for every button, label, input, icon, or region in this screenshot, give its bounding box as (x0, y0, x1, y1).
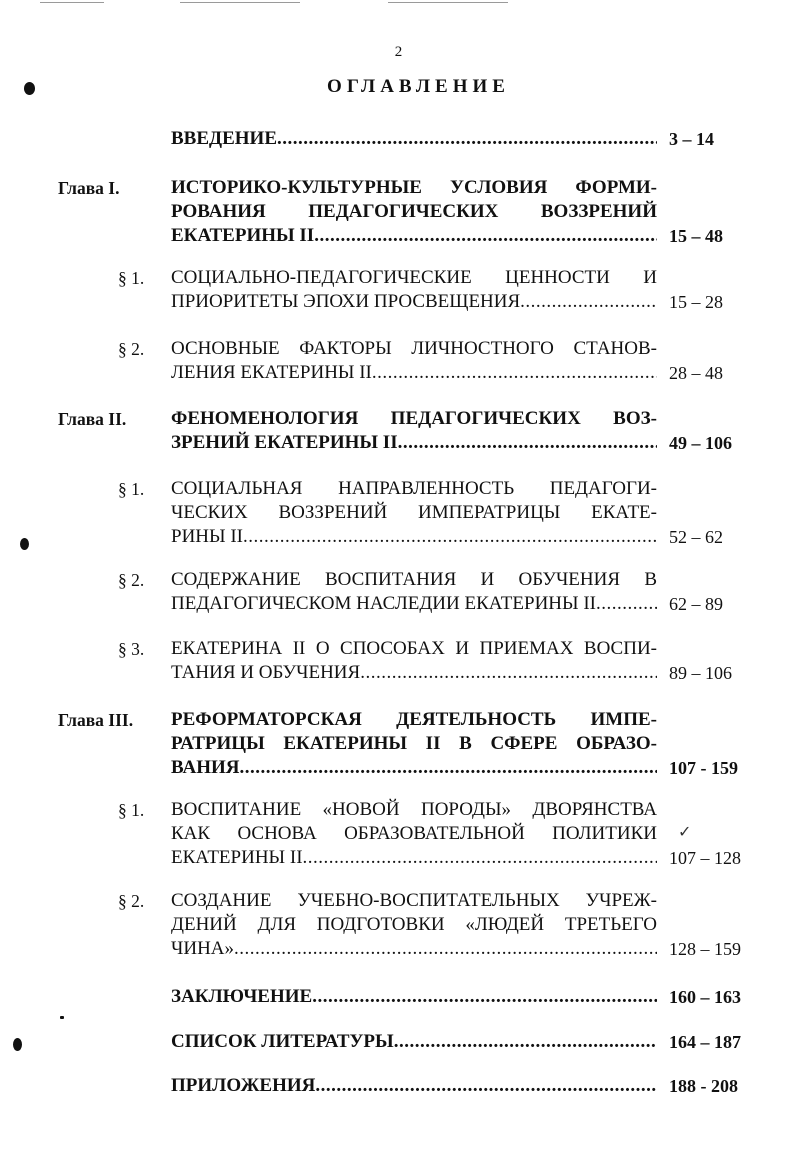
toc-entry-line: ЗАКЛЮЧЕНИЕ ..... (171, 985, 657, 1009)
toc-entry-line: ВВЕДЕНИЕ ..... (171, 127, 657, 151)
toc-entry-line: СОДЕРЖАНИЕ ВОСПИТАНИЯ И ОБУЧЕНИЯ В (171, 569, 657, 590)
toc-entry-line: РИНЫ II ..... (171, 525, 657, 549)
toc-entry-title (171, 266, 657, 314)
toc-entry-line: ПРИОРИТЕТЫ ЭПОХИ ПРОСВЕЩЕНИЯ ..... (171, 290, 657, 314)
toc-entry-title (171, 985, 657, 1009)
scan-artifact-dot (13, 1038, 22, 1051)
toc-entry-line: РОВАНИЯ ПЕДАГОГИЧЕСКИХ ВОЗЗРЕНИЙ (171, 201, 657, 222)
toc-entry-line: ТАНИЯ И ОБУЧЕНИЯ ..... (171, 661, 657, 685)
toc-entry-line: ЕКАТЕРИНЫ II ..... (171, 846, 657, 870)
toc-entry-title (171, 637, 657, 685)
toc-entry-title (171, 407, 657, 455)
chapter-label: Глава II. (58, 409, 127, 429)
scan-artifact-line (388, 2, 508, 3)
page-number: 2 (394, 44, 403, 60)
toc-page-range: 188 - 208 (669, 1076, 738, 1096)
toc-entry-title (171, 477, 657, 549)
toc-page-range: 3 – 14 (669, 129, 714, 149)
toc-entry-line: РЕФОРМАТОРСКАЯ ДЕЯТЕЛЬНОСТЬ ИМПЕ- (171, 709, 657, 730)
toc-entry-line: ИСТОРИКО-КУЛЬТУРНЫЕ УСЛОВИЯ ФОРМИ- (171, 177, 657, 198)
toc-page-range: 62 – 89 (669, 594, 723, 614)
toc-page-range: 160 – 163 (669, 987, 741, 1007)
toc-entry-line: ВАНИЯ ..... (171, 756, 657, 780)
toc-entry-title (171, 568, 657, 616)
toc-entry-title (171, 337, 657, 385)
toc-entry-title (171, 798, 657, 870)
toc-entry-title (171, 889, 657, 961)
toc-entry-line: ЗРЕНИЙ ЕКАТЕРИНЫ II ..... (171, 431, 657, 455)
toc-page-range: 107 - 159 (669, 758, 738, 778)
toc-entry-line: ДЕНИЙ ДЛЯ ПОДГОТОВКИ «ЛЮДЕЙ ТРЕТЬЕГО (171, 914, 657, 935)
toc-entry-line: ОСНОВНЫЕ ФАКТОРЫ ЛИЧНОСТНОГО СТАНОВ- (171, 338, 657, 359)
toc-entry-line: ЛЕНИЯ ЕКАТЕРИНЫ II ..... (171, 361, 657, 385)
toc-entry-line: СПИСОК ЛИТЕРАТУРЫ ..... (171, 1030, 657, 1054)
toc-entry-title (171, 1074, 657, 1098)
section-label: § 3. (118, 639, 145, 659)
toc-page-range: 49 – 106 (669, 433, 732, 453)
section-label: § 2. (118, 891, 145, 911)
toc-page-range: 164 – 187 (669, 1032, 741, 1052)
checkmark-icon: ✓ (678, 822, 692, 841)
section-label: § 2. (118, 570, 145, 590)
toc-entry-line: ЕКАТЕРИНА II О СПОСОБАХ И ПРИЕМАХ ВОСПИ- (171, 638, 657, 659)
toc-entry-line: КАК ОСНОВА ОБРАЗОВАТЕЛЬНОЙ ПОЛИТИКИ (171, 823, 657, 844)
toc-entry-line: ПЕДАГОГИЧЕСКОМ НАСЛЕДИИ ЕКАТЕРИНЫ II ..... (171, 592, 657, 616)
toc-entry-line: ЕКАТЕРИНЫ II ..... (171, 224, 657, 248)
scan-artifact-line (180, 2, 300, 3)
toc-entry-line: СОЦИАЛЬНАЯ НАПРАВЛЕННОСТЬ ПЕДАГОГИ- (171, 478, 657, 499)
toc-entry-line: ФЕНОМЕНОЛОГИЯ ПЕДАГОГИЧЕСКИХ ВОЗ- (171, 408, 657, 429)
toc-entry-line: СОЦИАЛЬНО-ПЕДАГОГИЧЕСКИЕ ЦЕННОСТИ И (171, 267, 657, 288)
toc-entry-line: ЧИНА» ..... (171, 937, 657, 961)
toc-entry-line: СОЗДАНИЕ УЧЕБНО-ВОСПИТАТЕЛЬНЫХ УЧРЕЖ- (171, 890, 657, 911)
chapter-label: Глава III. (58, 710, 134, 730)
toc-page-range: 107 – 128 (669, 848, 741, 868)
section-label: § 2. (118, 339, 145, 359)
toc-entry-line: ЧЕСКИХ ВОЗЗРЕНИЙ ИМПЕРАТРИЦЫ ЕКАТЕ- (171, 502, 657, 523)
toc-entry-title (171, 176, 657, 248)
toc-entry-title (171, 708, 657, 780)
toc-title: ОГЛАВЛЕНИЕ (327, 76, 510, 97)
scan-artifact-line (40, 2, 104, 3)
section-label: § 1. (118, 800, 145, 820)
scan-artifact-dot (20, 538, 29, 550)
scan-artifact-dot (60, 1016, 64, 1019)
toc-page-range: 89 – 106 (669, 663, 732, 683)
section-label: § 1. (118, 479, 145, 499)
toc-entry-title (171, 127, 657, 151)
toc-page-range: 15 – 48 (669, 226, 723, 246)
toc-entry-line: ПРИЛОЖЕНИЯ ..... (171, 1074, 657, 1098)
toc-page-range: 28 – 48 (669, 363, 723, 383)
toc-page-range: 128 – 159 (669, 939, 741, 959)
toc-page-range: 15 – 28 (669, 292, 723, 312)
toc-entry-line: РАТРИЦЫ ЕКАТЕРИНЫ II В СФЕРЕ ОБРАЗО- (171, 733, 657, 754)
toc-entry-title (171, 1030, 657, 1054)
toc-page-range: 52 – 62 (669, 527, 723, 547)
toc-entry-line: ВОСПИТАНИЕ «НОВОЙ ПОРОДЫ» ДВОРЯНСТВА (171, 799, 657, 820)
chapter-label: Глава I. (58, 178, 120, 198)
section-label: § 1. (118, 268, 145, 288)
